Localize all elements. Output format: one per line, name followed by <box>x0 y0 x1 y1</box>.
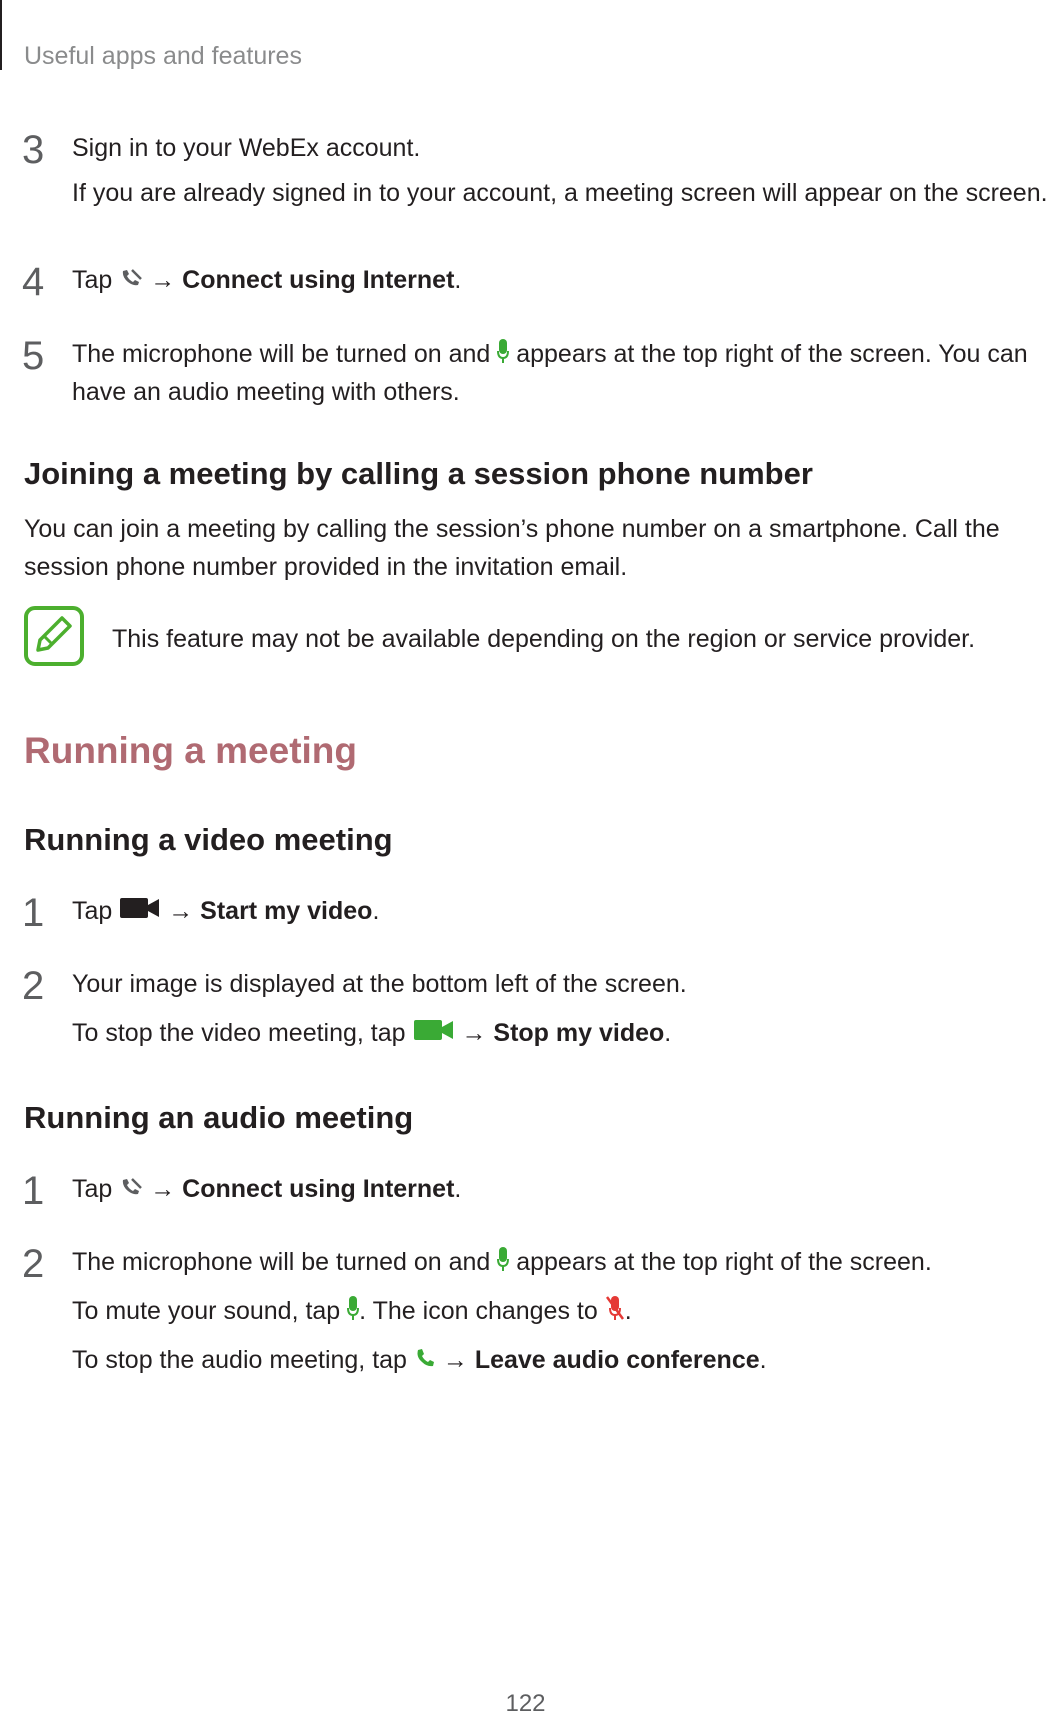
step-number: 1 <box>22 1169 45 1213</box>
step-text: Your image is displayed at the bottom left of the screen. <box>72 970 687 998</box>
subsection-heading: Running a video meeting <box>24 822 393 857</box>
corner-rule <box>0 0 2 70</box>
section-header: Useful apps and features <box>24 42 302 70</box>
microphone-muted-icon <box>605 1295 625 1330</box>
step-text: Tap → Connect using Internet. <box>72 263 461 298</box>
phone-off-icon <box>119 264 143 298</box>
step-number: 2 <box>22 964 45 1008</box>
step-number: 2 <box>22 1242 45 1286</box>
step-number: 5 <box>22 334 45 378</box>
step-number: 1 <box>22 891 45 935</box>
step-text: Tap → Start my video. <box>72 894 379 929</box>
subsection-heading: Running an audio meeting <box>24 1100 414 1135</box>
step-number: 3 <box>22 128 45 172</box>
note-text: This feature may not be available depending on the region or service provider. <box>112 625 976 653</box>
step-text-continued: have an audio meeting with others. <box>72 378 460 406</box>
step-number: 4 <box>22 260 45 304</box>
phone-off-icon <box>119 1173 143 1207</box>
page-number: 122 <box>505 1690 546 1717</box>
step-text: The microphone will be turned on and appears at the top right of the screen. You can <box>72 337 1028 373</box>
step-text: Sign in to your WebEx account. <box>72 134 421 162</box>
video-camera-icon <box>119 895 161 929</box>
step-note: If you are already signed in to your account, a meeting screen will appear on the screen. <box>72 179 1048 207</box>
subsection-heading: Joining a meeting by calling a session phone number <box>24 456 813 491</box>
section-heading: Running a meeting <box>24 730 357 771</box>
microphone-icon <box>347 1295 359 1330</box>
video-camera-green-icon <box>413 1017 455 1051</box>
microphone-icon <box>497 1246 509 1281</box>
body-paragraph: You can join a meeting by calling the session’s phone number on a smartphone. Call the session phone number provided in the invitation email. <box>24 515 1000 581</box>
step-note: To stop the audio meeting, tap → Leave audio conference. <box>72 1343 767 1378</box>
step-text: The microphone will be turned on and appears at the top right of the screen. <box>72 1245 932 1281</box>
step-note: To stop the video meeting, tap → Stop my video. <box>72 1016 671 1051</box>
microphone-icon <box>497 338 509 373</box>
phone-green-icon <box>414 1344 436 1378</box>
step-note: To mute your sound, tap . The icon changes to . <box>72 1294 632 1330</box>
note-icon <box>24 606 84 671</box>
step-text: Tap → Connect using Internet. <box>72 1172 461 1207</box>
